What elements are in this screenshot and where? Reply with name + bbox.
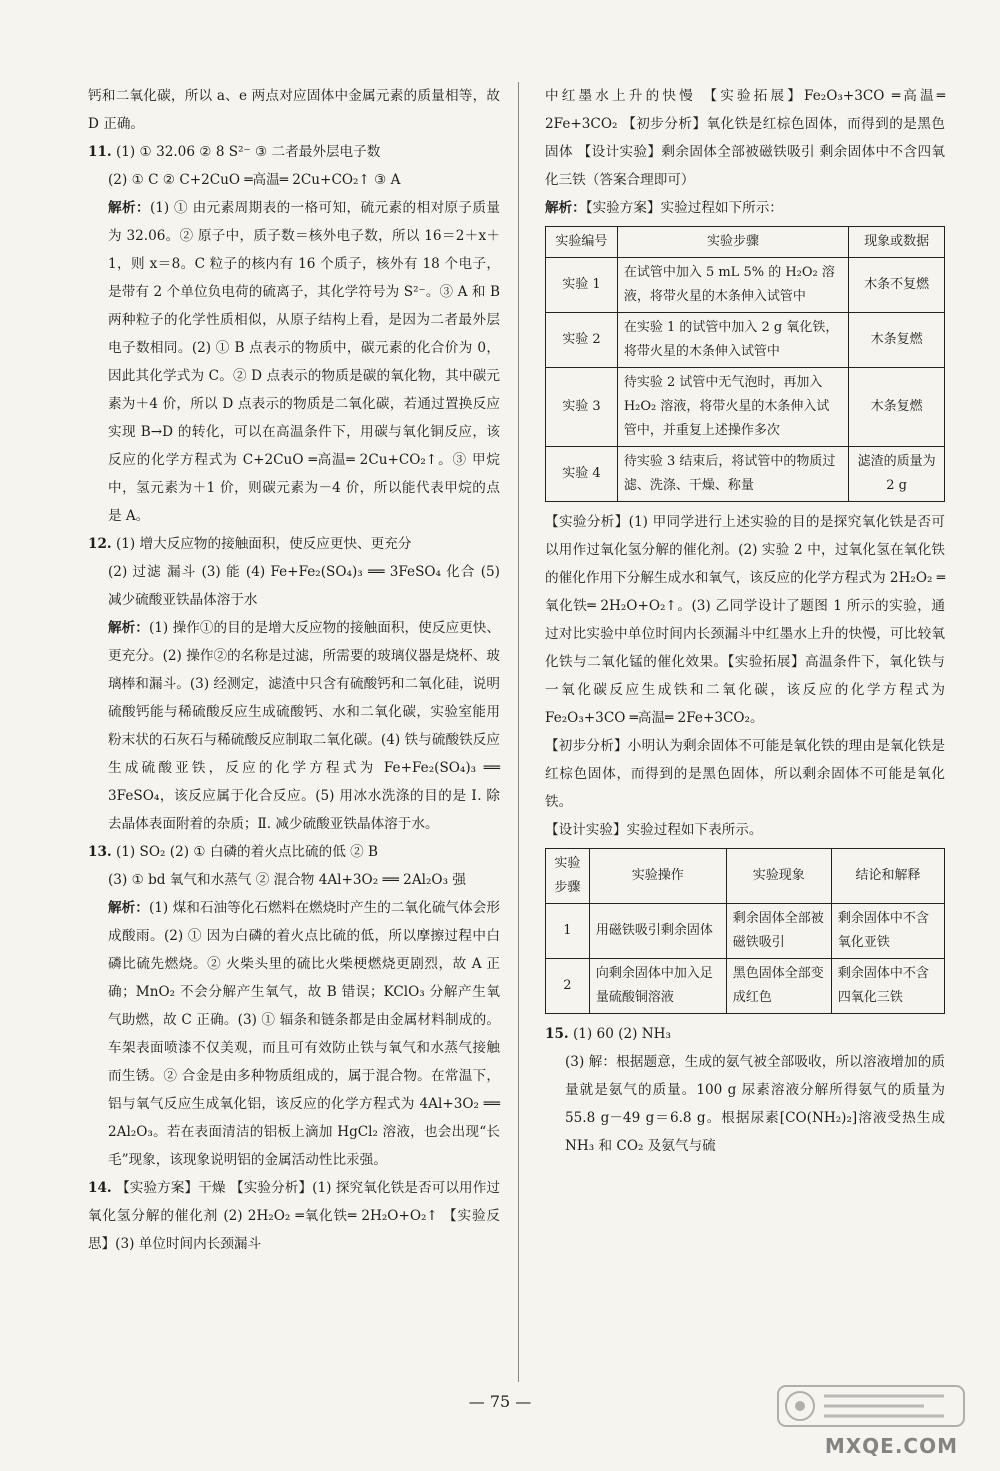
answer-line: (2) ① C ② C+2CuO ═高温═ 2Cu+CO₂↑ ③ A xyxy=(108,172,401,188)
watermark-text: MXQE.COM xyxy=(824,1434,958,1458)
explanation-text: (1) 煤和石油等化石燃料在燃烧时产生的二氧化硫气体会形成酸雨。(2) ① 因为白磷的着火点比硫的低，所以摩擦过程中白磷比硫先燃烧。② 火柴头里的硫比火柴梗燃烧更剧烈，故 A 正确；MnO₂ 不会分解产生氧气，故 B 错误；KClO₃ 分解产生氧气助燃，故 C 正确。(3) ① 辐条和链条都是由金属材料制成的。车架表面喷漆不仅美观，而且可有效防止铁与氧气和水蒸气接触而生锈。② 合金是由多种物质组成的，属于混合物。在常温下，铝与氧气反应生成氧化铝，该反应的化学方程式为 4Al+3O₂ ══ 2Al₂O₃。若在表面清洁的铝板上滴加 HgCl₂ 溶液，也会出现“长毛”现象，该现象说明铝的金属活动性比汞强。 xyxy=(108,900,500,1168)
answer-line: (3) ① bd 氧气和水蒸气 ② 混合物 4Al+3O₂ ══ 2Al₂O₃ 强 xyxy=(108,872,466,888)
table-cell: 1 xyxy=(546,904,590,959)
table-row xyxy=(546,447,945,502)
explanation-label: 解析： xyxy=(545,200,586,216)
page-number-text: — 75 — xyxy=(468,1392,532,1411)
table-header: 现象或数据 xyxy=(849,227,945,258)
explanation xyxy=(88,194,500,530)
table-cell: 剩余固体全部被磁铁吸引 xyxy=(726,904,831,959)
question-12 xyxy=(88,530,500,558)
watermark-logo-icon xyxy=(776,1382,966,1430)
answer-line: 【实验方案】干燥 【实验分析】(1) 探究氧化铁是否可以用作过氧化氢分解的催化剂 (2) 2H₂O₂ ═氧化铁═ 2H₂O+O₂↑ 【实验反思】(3) 单位时间内长颈漏斗 xyxy=(88,1180,500,1252)
table-cell: 用磁铁吸引剩余固体 xyxy=(589,904,726,959)
table-cell: 木条不复燃 xyxy=(849,258,945,313)
paragraph: 中红墨水上升的快慢 【实验拓展】Fe₂O₃+3CO ═高温═ 2Fe+3CO₂ 【初步分析】氧化铁是红棕色固体，而得到的是黑色固体 【设计实验】剩余固体全部被磁铁吸引 剩余固体中不含四氧化三铁（答案合理即可） xyxy=(545,88,945,188)
explanation xyxy=(545,194,945,222)
table-cell: 木条复燃 xyxy=(849,368,945,447)
explanation-text: (1) ① 由元素周期表的一格可知，硫元素的相对原子质量为 32.06。② 原子中，质子数＝核外电子数，所以 16＝2＋x＋1，则 x＝8。C 粒子的核内有 16 个质子，核外有 18 个电子，是带有 2 个单位负电荷的硫离子，其化学符号为 S²⁻。③ A 和 B 两种粒子的化学性质相似，从原子结构上看，是因为二者最外层电子数相同。(2) ① B 点表示的物质中，碳元素的化合价为 0，因此其化学式为 C。② D 点表示的物质是碳的氧化物，其中碳元素为＋4 价，所以 D 点表示的物质是二氧化碳，若通过置换反应实现 B→D 的转化，可以在高温条件下，用碳与氧化铜反应，该反应的化学方程式为 C+2CuO ═高温═ 2Cu+CO₂↑。③ 甲烷中，氢元素为＋1 价，则碳元素为－4 价，所以能代表甲烷的点是 A。 xyxy=(108,200,500,524)
table-header: 实验编号 xyxy=(546,227,618,258)
explanation xyxy=(88,894,500,1174)
explanation-label: 解析： xyxy=(108,200,150,216)
table-row xyxy=(546,368,945,447)
table-header-row xyxy=(546,849,945,904)
answer-line: (2) 过滤 漏斗 (3) 能 (4) Fe+Fe₂(SO₄)₃ ══ 3FeSO₄ 化合 (5) 减少硫酸亚铁晶体溶于水 xyxy=(108,564,500,608)
question-number: 14. xyxy=(88,1180,112,1196)
paragraph: 【设计实验】实验过程如下表所示。 xyxy=(545,822,763,838)
table-cell: 实验 2 xyxy=(546,313,618,368)
answer-line: (1) SO₂ (2) ① 白磷的着火点比硫的低 ② B xyxy=(115,844,379,860)
question-number: 12. xyxy=(88,536,112,552)
question-13 xyxy=(88,838,500,866)
left-column xyxy=(88,82,500,1258)
table-row xyxy=(546,959,945,1014)
explanation-text: 【实验方案】实验过程如下所示： xyxy=(585,200,783,216)
table-header: 实验操作 xyxy=(589,849,726,904)
table-row xyxy=(546,313,945,368)
paragraph: 【实验分析】(1) 甲同学进行上述实验的目的是探究氧化铁是否可以用作过氧化氢分解的催化剂。(2) 实验 2 中，过氧化氢在氧化铁的催化作用下分解生成水和氧气，该反应的化学方程式为 2H₂O₂ ═氧化铁═ 2H₂O+O₂↑。(3) 乙同学设计了题图 1 所示的实验，通过对比实验中单位时间内长颈漏斗中红墨水上升的快慢，可比较氧化铁与二氧化锰的催化效果。【实验拓展】高温条件下，氧化铁与一氧化碳反应生成铁和二氧化碳，该反应的化学方程式为 Fe₂O₃+3CO ═高温═ 2Fe+3CO₂。 xyxy=(545,514,945,726)
explanation xyxy=(88,614,500,838)
table-cell: 剩余固体中不含四氧化三铁 xyxy=(831,959,944,1014)
explanation-label: 解析： xyxy=(108,620,149,636)
answer-line: (3) 解：根据题意，生成的氨气被全部吸收，所以溶液增加的质量就是氨气的质量。100 g 尿素溶液分解所得氨气的质量为 55.8 g－49 g＝6.8 g。根据尿素[CO(NH₂)₂]溶液受热生成 NH₃ 和 CO₂ 及氨气与硫 xyxy=(565,1054,945,1154)
answer-line: (1) 60 (2) NH₃ xyxy=(572,1026,671,1042)
question-11 xyxy=(88,138,500,166)
table-cell: 在试管中加入 5 mL 5% 的 H₂O₂ 溶液，将带火星的木条伸入试管中 xyxy=(617,258,848,313)
paragraph: 钙和二氧化碳，所以 a、e 两点对应固体中金属元素的质量相等，故 D 正确。 xyxy=(88,88,500,132)
question-15 xyxy=(545,1020,945,1048)
table-cell: 实验 4 xyxy=(546,447,618,502)
table-header-row xyxy=(546,227,945,258)
table-cell: 待实验 3 结束后，将试管中的物质过滤、洗涤、干燥、称量 xyxy=(617,447,848,502)
explanation-text: (1) 操作①的目的是增大反应物的接触面积，使反应更快、更充分。(2) 操作②的名称是过滤，所需要的玻璃仪器是烧杯、玻璃棒和漏斗。(3) 经测定，滤渣中只含有硫酸钙和二氧化硅，说明硫酸钙能与稀硫酸反应生成硫酸钙、水和二氧化碳，实验室能用粉末状的石灰石与稀硫酸反应制取二氧化碳。(4) 铁与硫酸铁反应生成硫酸亚铁，反应的化学方程式为 Fe+Fe₂(SO₄)₃ ══ 3FeSO₄，该反应属于化合反应。(5) 用冰水洗涤的目的是 Ⅰ. 除去晶体表面附着的杂质；Ⅱ. 减少硫酸亚铁晶体溶于水。 xyxy=(108,620,500,832)
column-divider xyxy=(518,82,519,1382)
question-number: 11. xyxy=(88,144,112,160)
table-cell: 黑色固体全部变成红色 xyxy=(726,959,831,1014)
experiment-table xyxy=(545,226,945,502)
design-table xyxy=(545,848,945,1014)
table-cell: 滤渣的质量为 2 g xyxy=(849,447,945,502)
table-cell: 向剩余固体中加入足量硫酸铜溶液 xyxy=(589,959,726,1014)
table-cell: 待实验 2 试管中无气泡时，再加入 H₂O₂ 溶液，将带火星的木条伸入试管中，并重复上述操作多次 xyxy=(617,368,848,447)
answer-line: (1) ① 32.06 ② 8 S²⁻ ③ 二者最外层电子数 xyxy=(115,144,381,160)
table-cell: 木条复燃 xyxy=(849,313,945,368)
table-cell: 实验 3 xyxy=(546,368,618,447)
table-cell: 实验 1 xyxy=(546,258,618,313)
table-row xyxy=(546,904,945,959)
table-cell: 2 xyxy=(546,959,590,1014)
table-cell: 在实验 1 的试管中加入 2 g 氧化铁，将带火星的木条伸入试管中 xyxy=(617,313,848,368)
table-header: 实验步骤 xyxy=(617,227,848,258)
right-column xyxy=(545,82,945,1160)
answer-line: (1) 增大反应物的接触面积，使反应更快、更充分 xyxy=(115,536,412,552)
table-header: 实验步骤 xyxy=(546,849,590,904)
table-header: 实验现象 xyxy=(726,849,831,904)
table-row xyxy=(546,258,945,313)
paragraph: 【初步分析】小明认为剩余固体不可能是氧化铁的理由是氧化铁是红棕色固体，而得到的是黑色固体，所以剩余固体不可能是氧化铁。 xyxy=(545,738,945,810)
question-number: 15. xyxy=(545,1026,569,1042)
table-header: 结论和解释 xyxy=(831,849,944,904)
question-number: 13. xyxy=(88,844,112,860)
table-cell: 剩余固体中不含氧化亚铁 xyxy=(831,904,944,959)
question-14 xyxy=(88,1174,500,1258)
explanation-label: 解析： xyxy=(108,900,149,916)
